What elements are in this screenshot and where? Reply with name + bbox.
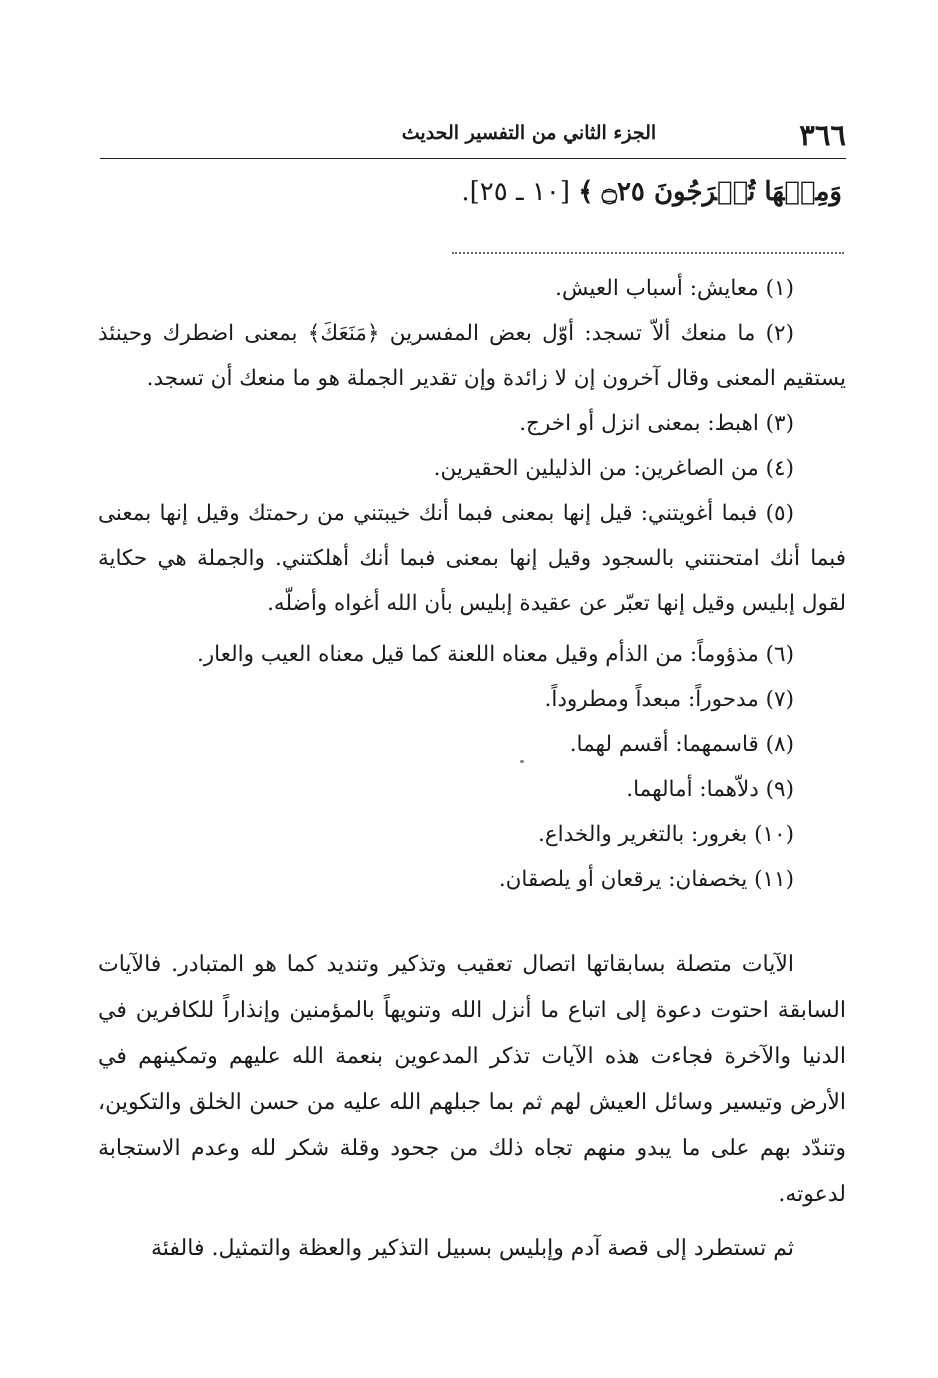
quran-verse-text: وَمِنۡهَا تُخۡرَجُونَ ۝٢٥ xyxy=(601,177,842,207)
footnote-separator xyxy=(452,232,844,254)
body-paragraph-1: الآيات متصلة بسابقاتها اتصال تعقيب وتذكير وتنديد كما هو المتبادر. فالآيات السابقة احتوت دعوة إلى اتباع ما أنزل الله وتنويهاً بالمؤمنين وإنذاراً للكافرين في الدنيا والآخرة فجاءت هذه الآيات تذكر المدعوين بنعمة الله عليهم وتمكينهم في الأرض وتيسير وسائل العيش لهم ثم بما جبلهم الله عليه من حسن الخلق والتكوين، وتندّد بهم على ما يبدو منهم تجاه ذلك من جحود وقلة شكر لله وعدم الاستجابة لدعوته. xyxy=(98,952,846,1207)
footnote-11: (١١) يخصفان: يرقعان أو يلصقان. xyxy=(498,867,794,892)
footnote-5: (٥) فبما أغويتني: قيل إنها بمعنى فبما أنك خيبتني من رحمتك وقيل إنها بمعنى فبما أنك امتحنتني بالسجود وقيل إنها بمعنى فبما أنك أهلكتني. والجملة هي حكاية لقول إبليس وقيل إنها تعبّر عن عقيدة إبليس بأن الله أغواه وأضلّه. xyxy=(98,501,846,616)
footnote-7: (٧) مدحوراً: مبعداً ومطروداً. xyxy=(544,687,794,712)
footnotes-section xyxy=(98,266,846,902)
footnote-4: (٤) من الصاغرين: من الذليلين الحقيرين. xyxy=(433,456,794,481)
footnote-9: (٩) دلاّهما: أمالهما. xyxy=(626,777,794,802)
body-paragraph-2: ثم تستطرد إلى قصة آدم وإبليس بسبيل التذكير والعظة والتمثيل. فالفئة xyxy=(150,1236,794,1261)
footnote-8: (٨) قاسمهما: أقسم لهما. xyxy=(569,732,794,757)
running-header xyxy=(100,116,846,159)
page-number: ٣٦٦ xyxy=(799,118,846,152)
commentary-text xyxy=(98,942,846,1272)
footnote-10: (١٠) بغرور: بالتغرير والخداع. xyxy=(538,822,794,847)
quran-close-bracket: ﴾ xyxy=(578,177,594,207)
scan-speck xyxy=(520,760,524,763)
footnote-3: (٣) اهبط: بمعنى انزل أو اخرج. xyxy=(519,411,794,436)
footnote-2: (٢) ما منعك ألاّ تسجد: أوّل بعض المفسرين ﴿مَنَعَكَ﴾ بمعنى اضطرك وحينئذ يستقيم المعنى وقال آخرون إن لا زائدة وإن تقدير الجملة هو ما منعك أن تسجد. xyxy=(98,321,846,391)
verse-reference: [١٠ ـ ٢٥]. xyxy=(461,177,570,207)
verse-ending-line xyxy=(100,172,842,212)
footnote-1: (١) معايش: أسباب العيش. xyxy=(555,276,794,301)
running-title: الجزء الثاني من التفسير الحديث xyxy=(401,122,657,144)
footnote-6: (٦) مذؤوماً: من الذأم وقيل معناه اللعنة كما قيل معناه العيب والعار. xyxy=(196,642,794,667)
